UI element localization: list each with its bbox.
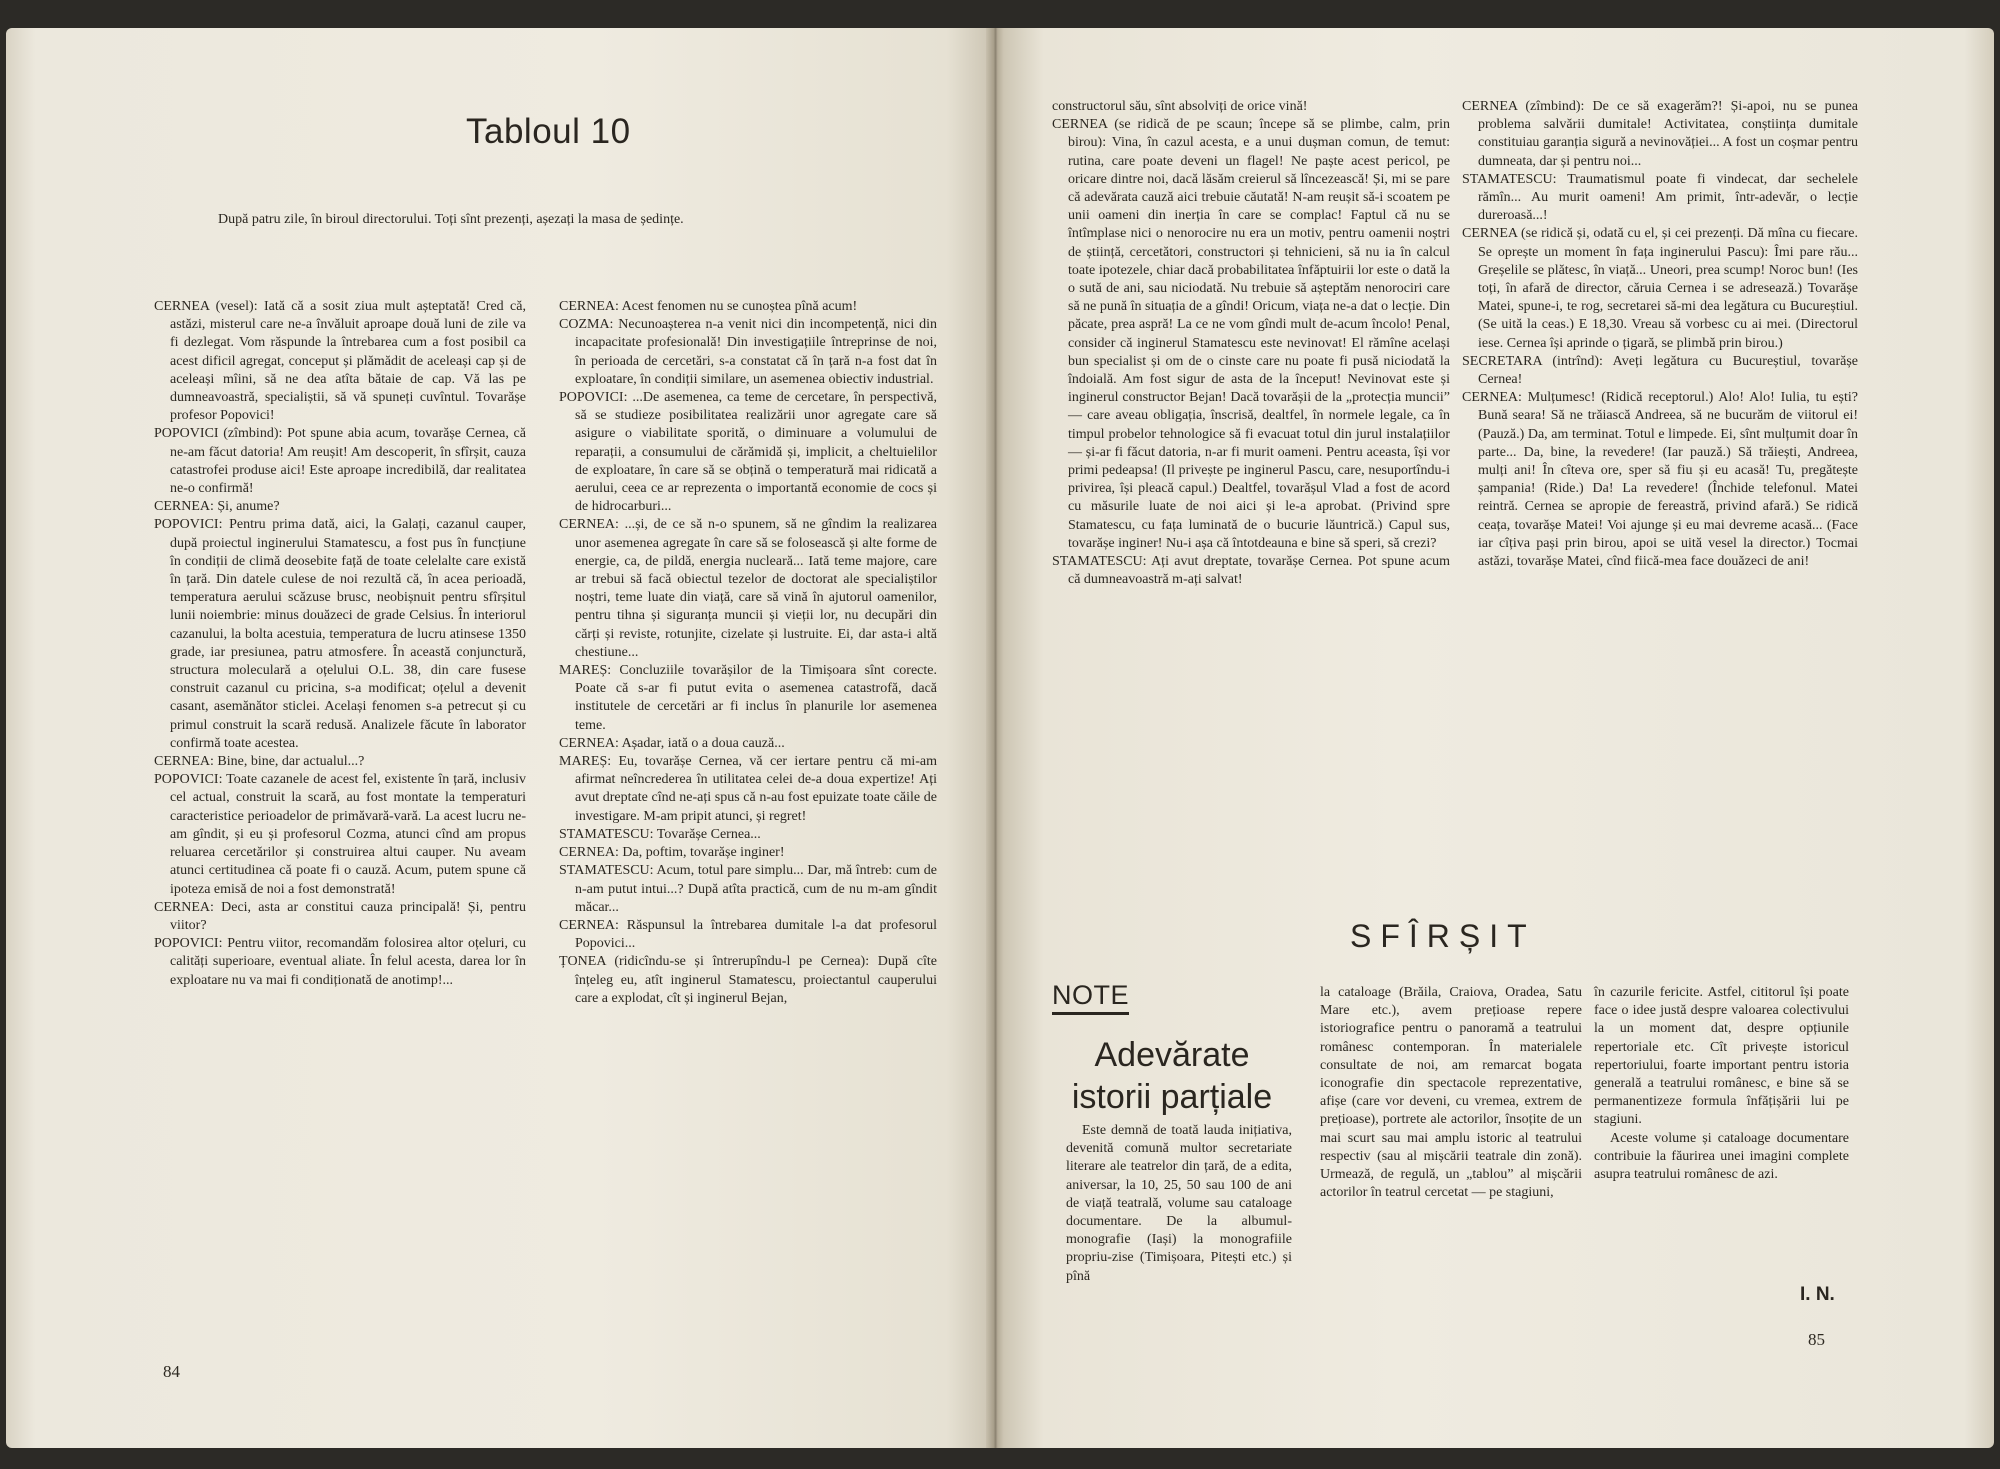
dialogue-line: ȚONEA (ridicîndu-se și întrerupîndu-l pe Cernea): După cîte înțeleg eu, atît inginerul Stamatescu, proiectantul cauperului care a explodat, cît și inginerul Bejan, xyxy=(559,954,937,1006)
dialogue-line: POPOVICI (zîmbind): Pot spune abia acum, tovarășe Cernea, că ne-am făcut datoria! Am reușit! Am descoperit, în sfîrșit, cauza catastrofei produse aici! Este aproape incredibilă, dar realitatea ne-o confirmă! xyxy=(154,426,526,497)
scene-title: Tabloul 10 xyxy=(466,112,631,151)
notes-column-3 xyxy=(1594,984,1849,1184)
stage-direction: După patru zile, în biroul directorului. Toți sînt prezenți, așezați la masa de ședințe. xyxy=(218,212,684,227)
dialogue-line: CERNEA: Bine, bine, dar actualul...? xyxy=(154,754,365,770)
page-number-left: 84 xyxy=(163,1362,180,1381)
dialogue-line: CERNEA: Da, poftim, tovarășe inginer! xyxy=(559,845,785,861)
notes-paragraph: Aceste volume și cataloage documentare contribuie la făurirea unei imagini complete asupra teatrului românesc de azi. xyxy=(1594,1130,1849,1183)
dialogue-line: POPOVICI: Pentru viitor, recomandăm folosirea altor oțeluri, cu calități superioare, eventual aliate. În felul acesta, darea lor în exploatare nu va mai fi condiționată de anotimp!... xyxy=(154,936,526,988)
dialogue-line: COZMA: Necunoașterea n-a venit nici din incompetență, nici din incapacitate profesională! Din investigațiile întreprinse de noi, în perioada de cercetări, s-a constatat că în țară n-a fost dat în exploatare, în condiții similare, un asemenea obiectiv industrial. xyxy=(559,317,937,387)
notes-section-label: NOTE xyxy=(1052,980,1129,1015)
dialogue-line: CERNEA: Și, anume? xyxy=(154,499,280,515)
right-column-1 xyxy=(1052,98,1450,589)
dialogue-line: CERNEA (zîmbind): De ce să exagerăm?! Și-apoi, nu se punea problema salvării dumitale! Activitatea, conștiința dumitale constituiau garanția sigură a nevinovăției... A fost un coșmar pentru dumneata, dar și pentru noi... xyxy=(1462,99,1858,169)
dialogue-line: SECRETARA (intrînd): Aveți legătura cu Bucureștiul, tovarășe Cernea! xyxy=(1462,353,1858,388)
notes-paragraph: Este demnă de toată lauda inițiativa, devenită comună multor secretariate literare ale teatrelor din țară, de a edita, aniversar, la 10, 25, 50 sau 100 de ani de viață teatrală, volume sau cataloage documentare. De la albumul-monografie (Iași) la monografiile propriu-zise (Timișoara, Pitești etc.) și pînă xyxy=(1066,1123,1292,1284)
page-number-right: 85 xyxy=(1808,1330,1825,1349)
notes-column-1 xyxy=(1066,1122,1292,1286)
dialogue-line: STAMATESCU: Tovarășe Cernea... xyxy=(559,826,761,842)
dialogue-line: constructorul său, sînt absolviți de orice vină! xyxy=(1052,99,1308,114)
dialogue-line: CERNEA: Răspunsul la întrebarea dumitale l-a dat profesorul Popovici... xyxy=(559,917,937,952)
notes-column-2 xyxy=(1320,984,1582,1202)
right-column-2 xyxy=(1462,98,1858,571)
dialogue-line: POPOVICI: Toate cazanele de acest fel, existente în țară, inclusiv cel actual, construit la scară, au fost montate la temperaturi caracteristice perioadelor de primăvară-vară. La acest lucru ne-am gîndit, și eu și profesorul Cozma, atunci cînd am propus reluarea cercetărilor și construirea altui cauper. Nu aveam atunci certitudinea că poate fi o cauză. Acum, putem spune că ipoteza emisă de noi a fost demonstrată! xyxy=(154,772,526,897)
end-heading: SFÎRȘIT xyxy=(1350,918,1536,954)
dialogue-line: MAREȘ: Concluziile tovarășilor de la Timișoara sînt corecte. Poate că s-ar fi putut evita o asemenea catastrofă, dacă institutele de cercetări ar fi inclus în planurile lor asemenea teme. xyxy=(559,663,937,733)
dialogue-line: CERNEA (se ridică de pe scaun; începe să se plimbe, calm, prin birou): Vina, în cazul acesta, e a unui dușman comun, de temut: rutina, care poate deveni un flagel! Ne paște acest pericol, pe oricare dintre noi, dacă lăsăm creierul să lîncezească! Și, mi se pare că adevărata cauză aici trebuie căutată! N-am reușit să-i scoatem pe unii oameni din inerția în care se complac! Faptul că nu se întîmplase nici o nenorocire nu era un motiv, pentru oamenii noștri de știință, cercetători, constructori și tehnicieni, să nu ia în calcul toate ipotezele, chiar dacă probabilitatea înfăptuirii lor este o dată la o sută de ani, sau niciodată. Nu trebuie să așteptăm nenorociri care să ne pună în situația de a gîndi! Oricum, viața ne-a dat o lecție. Din păcate, prea aspră! La ce ne vom gîndi mult de-acum încolo! Penal, consider că inginerul Stamatescu este nevinovat! El rămîne același bun specialist și om de o cinste care nu poate fi pusă niciodată la îndoială. Am fost sigur de asta de la început! Nevinovat este și inginerul constructor Bejan! Dacă tovarășii de la „protecția muncii” — care aveau obligația, înscrisă, dealtfel, în normele legale, ca în timpul probelor tehnologice să fi evacuat totul din jurul instalațiilor — și-ar fi făcut datoria, n-ar fi murit oameni. Pentru aceasta, își vor primi pedeapsa! (Il privește pe inginerul Pascu, care, nesuportîndu-i privirea, își pleacă capul.) Dealtfel, tovarășul Vlad a fost de acord cu măsurile luate de noi aici și le-a aprobat. (Privind spre Stamatescu, cu fața luminată de o bucurie lăuntrică.) Capul sus, tovarășe inginer! Nu-i așa că întotdeauna e bine să speri, să crezi? xyxy=(1052,117,1450,551)
dialogue-line: CERNEA: Așadar, iată o a doua cauză... xyxy=(559,735,785,751)
dialogue-line: CERNEA (vesel): Iată că a sosit ziua mult așteptată! Cred că, astăzi, misterul care ne-a învăluit aproape două luni de zile va fi dezlegat. Vom răspunde la întrebarea cum a fost posibil ca acest dificil agregat, conceput și plămădit de aceleași cap și de aceleași mîini, să ne dea atîta bătaie de cap. Vă las pe dumneavoastră, specialiștii, să vă spuneți cuvîntul. Tovarășe profesor Popovici! xyxy=(154,299,526,424)
dialogue-line: CERNEA: Mulțumesc! (Ridică receptorul.) Alo! Alo! Iulia, tu ești? Bună seara! Să ne trăiască Andreea, să ne bucurăm de viitorul ei! (Pauză.) Da, am terminat. Totul e limpede. Ei, sînt mulțumit doar în parte... Da, bine, la revedere! (Iar pauză.) Să trăiești, Andreea, mulți ani! În cîteva ore, sper să fiu și eu acasă! Tu, pregătește șampania! (Ride.) Da! La revedere! (Închide telefonul. Matei reintră. Cernea se apropie de fereastră, privind afară.) Se ridică ceața, tovarășe Matei! Voi ajunge și eu mai devreme acasă... (Face iar cîțiva pași prin birou, apoi se uită vesel la director.) Tocmai astăzi, tovarășe Matei, cînd fiică-mea face douăzeci de ani! xyxy=(1462,390,1858,570)
dialogue-line: STAMATESCU: Traumatismul poate fi vindecat, dar sechelele rămîn... Au murit oameni! Am primit, într-adevăr, o lecție dureroasă...! xyxy=(1462,171,1858,224)
dialogue-line: STAMATESCU: Acum, totul pare simplu... Dar, mă întreb: cum de n-am putut intui...? După atîta practică, cum de nu m-am gîndit măcar... xyxy=(559,863,937,915)
author-signature: I. N. xyxy=(1800,1284,1835,1305)
left-column-2 xyxy=(559,298,937,1008)
notes-paragraph: la cataloage (Brăila, Craiova, Oradea, Satu Mare etc.), avem prețioase repere istoriografice pentru o panoramă a teatrului românesc contemporan. În materialele consultate de noi, am remarcat bogata iconografie din spectacole reprezentative, afișe (care vor deveni, cu vremea, extrem de prețioase), portrete ale actorilor, însoțite de un mai scurt sau mai amplu istoric al teatrului respectiv (sau al mișcării teatrale din zonă). Urmează, de regulă, un „tablou” al mișcării actorilor în teatrul cercetat — pe stagiuni, xyxy=(1320,985,1582,1201)
dialogue-line: STAMATESCU: Ați avut dreptate, tovarășe Cernea. Pot spune acum că dumneavoastră m-ați salvat! xyxy=(1052,554,1450,588)
dialogue-line: CERNEA: ...și, de ce să n-o spunem, să ne gîndim la realizarea unor asemenea agregate în care să se folosească și alte forme de energie, ca, de pildă, energia nucleară... Iată teme majore, care ar trebui să facă obiectul tezelor de doctorat ale specialiștilor noștri, teme luate din viață, care să vină în ajutorul oamenilor, pentru tihna și siguranța muncii și vieții lor, nu decupări din cărți și reviste, rotunjite, cizelate și lustruite. Ei, dar asta-i altă chestiune... xyxy=(559,517,937,660)
notes-paragraph: în cazurile fericite. Astfel, cititorul își poate face o idee justă despre valoarea colectivului la un moment dat, despre opțiunile repertoriale etc. Cît privește istoricul repertoriului, foarte important pentru istoria generală a teatrului românesc, e bine să se permanentizeze formula înfățișării lui pe stagiuni. xyxy=(1594,985,1849,1128)
dialogue-line: CERNEA: Acest fenomen nu se cunoștea pînă acum! xyxy=(559,299,858,314)
left-column-1 xyxy=(154,298,526,990)
dialogue-line: POPOVICI: ...De asemenea, ca teme de cercetare, în perspectivă, să se studieze posibilitatea realizării unor agregate care să asigure o viabilitate sporită, o diminuare a volumului de reparații, a consumului de cărămidă și, implicit, a cheltuielilor de exploatare, în care să se obțină o temperatură mai ridicată a aerului, ceea ce ar reprezenta o importantă economie de cocs și de hidrocarburi... xyxy=(559,390,937,515)
notes-article-title: Adevărate istorii parțiale xyxy=(1071,1036,1273,1116)
dialogue-line: MAREȘ: Eu, tovarășe Cernea, vă cer iertare pentru că mi-am afirmat neîncrederea în utilitatea celei de-a doua expertize! Ați avut dreptate cînd ne-ați spus că n-au fost epuizate toate căile de investigare. M-am pripit atunci, și regret! xyxy=(559,754,937,824)
dialogue-line: CERNEA (se ridică și, odată cu el, și cei prezenți. Dă mîna cu fiecare. Se oprește un moment în fața inginerului Pascu): Îmi pare rău... Greșelile se plătesc, în viață... Uneori, prea scump! Noroc bun! (Ies toți, în afară de director, căruia Cernea i se adresează.) Tovarășe Matei, spune-i, te rog, secretarei să-mi dea legătura cu Bucureștiul. (Se uită la ceas.) E 18,30. Vreau să vorbesc cu ai mei. (Directorul iese. Cernea își aprinde o țigară, se plimbă prin birou.) xyxy=(1462,226,1858,351)
dialogue-line: POPOVICI: Pentru prima dată, aici, la Galați, cazanul cauper, după proiectul inginerului Stamatescu, a fost pus în funcțiune în condiții de climă deosebite față de toate celelalte care există în țară. Din datele culese de noi rezultă că, în acea perioadă, temperatura aerului scăzuse brusc, neobișnuit pentru sfîrșitul lunii noiembrie: minus douăzeci de grade Celsius. În interiorul cazanului, la bolta acestuia, temperatura de lucru atinsese 1350 grade, iar presiunea, patru atmosfere. În această conjunctură, structura moleculară a oțelului O.L. 38, din care fusese construit cazanul cu pricina, s-a modificat; oțelul a devenit casant, asemănător sticlei. Același fenomen s-a petrecut și cu primul construit la scară redusă. Analizele făcute în laborator confirmă toate acestea. xyxy=(154,517,526,751)
dialogue-line: CERNEA: Deci, asta ar constitui cauza principală! Și, pentru viitor? xyxy=(154,899,526,933)
